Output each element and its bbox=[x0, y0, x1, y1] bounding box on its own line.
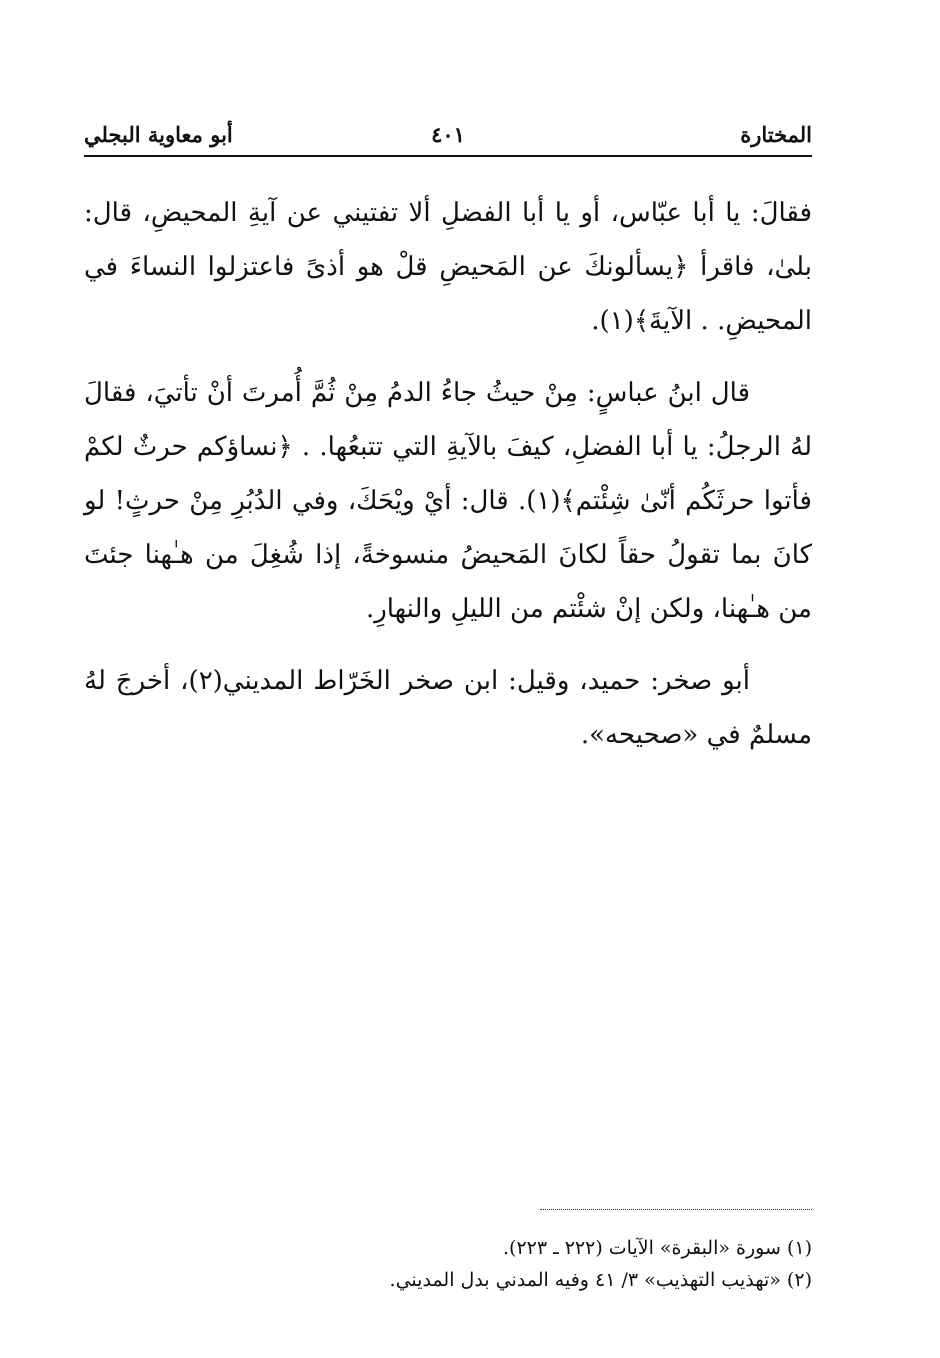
footnote-divider bbox=[540, 1209, 812, 1210]
running-header bbox=[84, 118, 812, 154]
footnotes bbox=[84, 1232, 812, 1296]
book-title: المختارة bbox=[740, 122, 812, 147]
footnote-2: (٢) «تهذيب التهذيب» ٣/ ٤١ وفيه المدني بدل المديني. bbox=[389, 1269, 812, 1291]
main-text bbox=[84, 186, 812, 762]
header-divider bbox=[84, 155, 812, 157]
paragraph-3: أبو صخر: حميد، وقيل: ابن صخر الخَرّاط المديني(٢)، أخرجَ لهُ مسلمٌ في «صحيحه». bbox=[84, 666, 812, 750]
paragraph-1: فقالَ: يا أبا عبّاس، أو يا أبا الفضلِ ألا تفتيني عن آيةِ المحيضِ، قال: بلىٰ، فاقرأ ﴿يسألونكَ عن المَحيضِ قلْ هو أذىً فاعتزلوا النساءَ في المحيضِ. . الآيةَ﴾(١). bbox=[84, 198, 812, 336]
paragraph-2: قال ابنُ عباسٍ: مِنْ حيثُ جاءُ الدمُ مِنْ ثُمَّ أُمرتَ أنْ تأتيَ، فقالَ لهُ الرجلُ: يا أبا الفضلِ، كيفَ بالآيةِ التي تتبعُها. . ﴿نساؤكم حرثٌ لكمْ فأتوا حرثَكُم أنّىٰ شِئْتم﴾(١). قال: أيْ ويْحَكَ، وفي الدُبُرِ مِنْ حرثٍ! لو كانَ بما تقولُ حقاً لكانَ المَحيضُ منسوخةً، إذا شُغِلَ من هـٰهنا جئتَ من هـٰهنا، ولكن إنْ شئْتم من الليلِ والنهارِ. bbox=[84, 378, 812, 624]
page-number: ٤٠١ bbox=[431, 122, 465, 147]
footnote-1: (١) سورة «البقرة» الآيات (٢٢٢ ـ ٢٢٣). bbox=[502, 1237, 812, 1259]
chapter-title: أبو معاوية البجلي bbox=[84, 122, 233, 147]
